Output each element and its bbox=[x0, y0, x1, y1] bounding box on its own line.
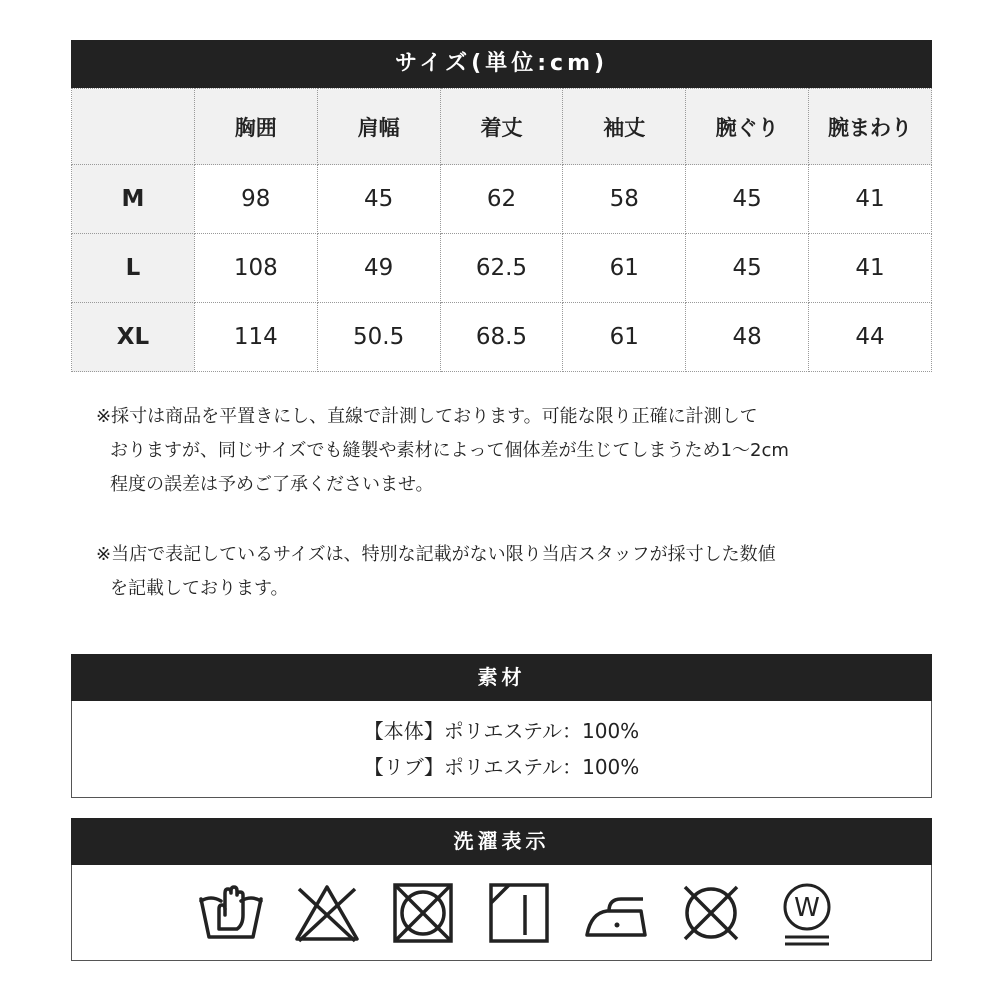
header-cell-chest: 胸囲 bbox=[194, 89, 317, 165]
hand-wash-icon bbox=[197, 879, 265, 947]
header-cell-shoulder: 肩幅 bbox=[317, 89, 440, 165]
table-row bbox=[72, 234, 932, 303]
note-line: を記載しております。 bbox=[110, 578, 289, 599]
header-cell-empty bbox=[72, 89, 195, 165]
table-cell: 44 bbox=[809, 303, 932, 372]
table-cell: 41 bbox=[809, 165, 932, 234]
table-cell: 62 bbox=[440, 165, 563, 234]
size-label: XL bbox=[72, 303, 195, 372]
size-label: M bbox=[72, 165, 195, 234]
wet-clean-letter: W bbox=[794, 893, 820, 923]
header-cell-arm-circumference: 腕まわり bbox=[809, 89, 932, 165]
header-cell-length: 着丈 bbox=[440, 89, 563, 165]
drip-dry-shade-icon bbox=[485, 879, 553, 947]
material-title: 素材 bbox=[71, 654, 932, 701]
table-cell: 58 bbox=[563, 165, 686, 234]
table-cell: 62.5 bbox=[440, 234, 563, 303]
size-table bbox=[71, 88, 932, 372]
note-line: 程度の誤差は予めご了承くださいませ。 bbox=[110, 474, 434, 495]
material-box bbox=[71, 701, 932, 798]
table-cell: 45 bbox=[317, 165, 440, 234]
care-box bbox=[71, 865, 932, 961]
note-line: ※当店で表記しているサイズは、特別な記載がない限り当店スタッフが採寸した数値 bbox=[96, 544, 776, 565]
note-line: ※採寸は商品を平置きにし、直線で計測しております。可能な限り正確に計測して bbox=[96, 406, 758, 427]
table-cell: 68.5 bbox=[440, 303, 563, 372]
header-cell-sleeve: 袖丈 bbox=[563, 89, 686, 165]
table-cell: 45 bbox=[686, 234, 809, 303]
table-row bbox=[72, 303, 932, 372]
table-cell: 48 bbox=[686, 303, 809, 372]
care-title: 洗濯表示 bbox=[71, 818, 932, 865]
table-cell: 41 bbox=[809, 234, 932, 303]
table-cell: 45 bbox=[686, 165, 809, 234]
size-table-header-row bbox=[72, 89, 932, 165]
note-line: おりますが、同じサイズでも縫製や素材によって個体差が生じてしまうため1～2cm bbox=[110, 440, 789, 461]
table-cell: 61 bbox=[563, 234, 686, 303]
table-cell: 98 bbox=[194, 165, 317, 234]
care-icons bbox=[197, 879, 841, 947]
size-label: L bbox=[72, 234, 195, 303]
table-cell: 49 bbox=[317, 234, 440, 303]
table-cell: 108 bbox=[194, 234, 317, 303]
material-line-rib: 【リブ】ポリエステル：100% bbox=[363, 755, 640, 779]
no-bleach-icon bbox=[293, 879, 361, 947]
measurement-note bbox=[96, 400, 916, 502]
material-line-body: 【本体】ポリエステル：100% bbox=[363, 719, 640, 743]
no-dry-clean-icon bbox=[677, 879, 745, 947]
wet-clean-icon bbox=[773, 879, 841, 947]
header-cell-armhole: 腕ぐり bbox=[686, 89, 809, 165]
table-row bbox=[72, 165, 932, 234]
iron-low-icon bbox=[581, 879, 649, 947]
no-tumble-dry-icon bbox=[389, 879, 457, 947]
table-cell: 50.5 bbox=[317, 303, 440, 372]
table-cell: 114 bbox=[194, 303, 317, 372]
size-note bbox=[96, 538, 916, 606]
size-table-title: サイズ(単位:cm) bbox=[71, 40, 932, 88]
table-cell: 61 bbox=[563, 303, 686, 372]
